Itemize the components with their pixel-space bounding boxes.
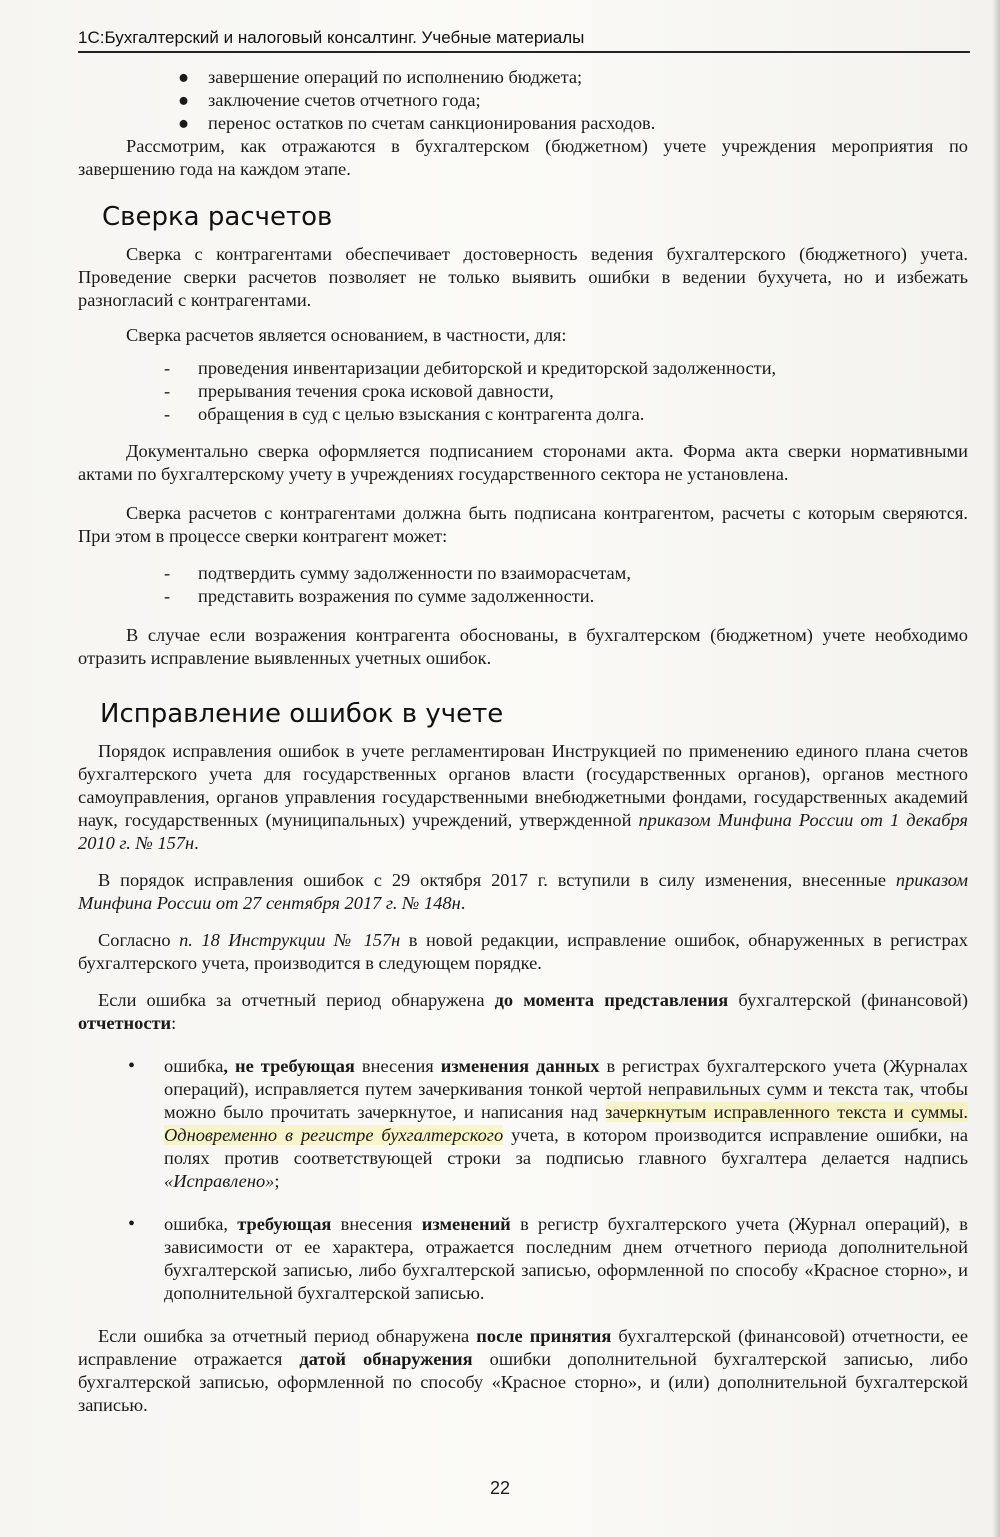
paragraph: В случае если возражения контрагента обоснованы, в бухгалтерском (бюджетном) учете необходимо отразить исправление выявленных учетных ошибок. bbox=[78, 625, 968, 668]
intro-paragraph: Рассмотрим, как отражаются в бухгалтерском (бюджетном) учете учреждения мероприятия по завершению года на каждом этапе. bbox=[78, 136, 968, 179]
list-item: ● завершение операций по исполнению бюджета; bbox=[178, 67, 583, 87]
running-header: 1С:Бухгалтерский и налоговый консалтинг. Учебные материалы bbox=[78, 28, 970, 53]
paragraph: Если ошибка за отчетный период обнаружена после принятия бухгалтерской (финансовой) отчетности, ее исправление отражается датой обнаружения ошибки дополнительной бухгалтерской записью, либо бухгалтерской записью, оформленной по способу «Красное сторно», и (или) дополнительной бухгалтерской записью. bbox=[78, 1326, 969, 1415]
list-item: - проведения инвентаризации дебиторской и кредиторской задолженности, bbox=[164, 358, 777, 378]
intro-bullet-list bbox=[78, 66, 968, 135]
purpose-dash-list bbox=[78, 357, 968, 426]
list-item: - прерывания течения срока исковой давности, bbox=[164, 381, 554, 401]
page-content bbox=[78, 66, 968, 1417]
page-number: 22 bbox=[489, 1478, 511, 1498]
list-item: • ошибка, требующая внесения изменений в регистр бухгалтерского учета (Журнал операций), в зависимости от ее характера, отражается последним днем отчетного периода дополнительной бухгалтерской записью, либо бухгалтерской записью, оформленной по способу «Красное сторно», и дополнительной бухгалтерской записью. bbox=[128, 1213, 968, 1303]
list-item: - обращения в суд с целью взыскания с контрагента долга. bbox=[164, 404, 645, 424]
section-heading-ispravlenie: Исправление ошибок в учете bbox=[100, 699, 504, 729]
paragraph: Порядок исправления ошибок в учете регламентирован Инструкцией по применению единого плана счетов бухгалтерского учета для государственных органов власти (государственных органов), органов местного самоуправления, органов управления государственными внебюджетными фондами, государственных академий наук, государственных (муниципальных) учреждений, утвержденной приказом Минфина России от 1 декабря 2010 г. № 157н. bbox=[78, 741, 968, 853]
paragraph: В порядок исправления ошибок с 29 октября 2017 г. вступили в силу изменения, внесенные приказом Минфина России от 27 сентября 2017 г. № 148н. bbox=[78, 870, 968, 913]
bullet-dot-icon: • bbox=[128, 1213, 136, 1235]
paragraph: Согласно п. 18 Инструкции № 157н в новой редакции, исправление ошибок, обнаруженных в регистрах бухгалтерского учета, производится в следующем порядке. bbox=[78, 930, 968, 973]
bullet-dot-icon: ● bbox=[178, 113, 190, 133]
page-edge-shadow bbox=[992, 0, 1000, 1537]
paragraph: Сверка расчетов с контрагентами должна быть подписана контрагентом, расчеты с которым сверяются. При этом в процессе сверки контрагент может: bbox=[78, 503, 968, 546]
paragraph: Сверка расчетов является основанием, в частности, для: bbox=[126, 325, 567, 345]
list-item: - подтвердить сумму задолженности по взаиморасчетам, bbox=[164, 563, 631, 583]
paragraph: Если ошибка за отчетный период обнаружена до момента представления бухгалтерской (финансовой) отчетности: bbox=[78, 990, 968, 1033]
section-heading-sverka: Сверка расчетов bbox=[102, 202, 333, 232]
counterparty-dash-list bbox=[78, 562, 968, 608]
list-item: - представить возражения по сумме задолженности. bbox=[164, 586, 595, 606]
paragraph: Сверка с контрагентами обеспечивает достоверность ведения бухгалтерского (бюджетного) учета. Проведение сверки расчетов позволяет не только выявить ошибки в ведении бухучета, но и избежать разногласий с контрагентами. bbox=[78, 244, 968, 310]
document-reference: приказом Минфина России от 27 сентября 2017 г. № 148н bbox=[78, 870, 968, 913]
bullet-dot-icon: • bbox=[128, 1055, 136, 1077]
document-reference: приказом Минфина России от 1 декабря 2010 г. № 157н bbox=[78, 810, 968, 853]
error-cases-list bbox=[78, 1055, 968, 1305]
paragraph: Документально сверка оформляется подписанием сторонами акта. Форма акта сверки нормативными актами по бухгалтерскому учету в учреждениях государственного сектора не установлена. bbox=[78, 441, 968, 484]
bullet-dot-icon: ● bbox=[178, 90, 190, 110]
list-item: ● перенос остатков по счетам санкционирования расходов. bbox=[178, 113, 656, 133]
highlighted-text: зачеркнутым исправленного текста и суммы. Одновременно в регистре бухгалтерского bbox=[164, 1102, 969, 1145]
list-item: • ошибка, не требующая внесения изменения данных в регистрах бухгалтерского учета (Журналах операций), исправляется путем зачеркивания тонкой чертой неправильных сумм и текста так, чтобы можно было прочитать зачеркнутое, и написания над зачеркнутым исправленного текста и суммы. Одновременно в регистре бухгалтерского учета, в котором производится исправление ошибки, на полях против соответствующей строки за подписью главного бухгалтера делается надпись «Исправлено»; bbox=[128, 1055, 969, 1191]
list-item: ● заключение счетов отчетного года; bbox=[178, 90, 481, 110]
bullet-dot-icon: ● bbox=[178, 67, 190, 87]
document-reference: п. 18 Инструкции № 157н bbox=[179, 930, 401, 950]
